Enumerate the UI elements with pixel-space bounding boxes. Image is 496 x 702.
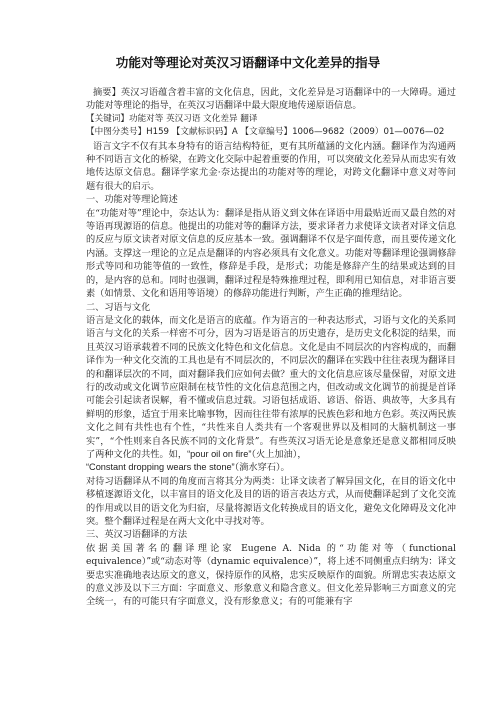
section2-paragraph-2: 对待习语翻译从不同的角度而言将其分为两类：让译文读者了解异国文化，在目的语文化中移植逐源语文化，以丰富目的语文化及目的语的语言表达方式，从而使翻译起到了文化交流的作用或以目的语文化为归宿，尽量将源语文化转换成目的语文化，避免文化障碍及文化冲突。整个翻译过程是在两大文化中寻找对等。: [86, 475, 456, 527]
example1-english: “pour oil on fire”: [187, 448, 252, 459]
example1-chinese: （火上加油），: [251, 448, 307, 460]
abstract: 摘要】英汉习语蕴含着丰富的文化信息，因此，文化差异是习语翻译中的一大障碍。通过功能对等理论的指导，在英汉习语翻译中最大限度地传递原语信息。: [86, 87, 456, 112]
intro-paragraph: 语言文字不仅有其本身特有的语言结构特征，更有其所蕴涵的文化内涵。翻译作为沟通两种不同语言文化的桥梁，在跨文化交际中起着重要的作用，可以突破文化差异从而忠实有效地传达原文信息。翻译学家尤金·奈达提出的功能对等的理论，对跨文化翻译中意义对等问题有很大的启示。: [86, 140, 456, 192]
section2-paragraph: [86, 314, 456, 475]
article-body: [86, 86, 456, 609]
classification-info: 【中图分类号】H159 【文献标识码】A 【文章编号】1006—9682（2009）01—0076—02: [86, 127, 445, 138]
example2-chinese: （滴水穿石）。: [234, 462, 290, 474]
section2-text-a: 语言是文化的载体，而文化是语言的底蕴。作为语言的一种表达形式，习语与文化的关系同语言与文化的关系一样密不可分，因为习语是语言的历史遗存，是历史文化积淀的结果，而且英汉习语承载着不同的民族文化特色和文化信息。文化是由不同层次的内容构成的，而翻译作为一种文化交流的工具也是有不同层次的，不同层次的翻译在实践中往往表现为翻译目的和翻译层次的不同，面对翻译我们应如何去做？重大的文化信息应该尽量保留，对原文进行的改动或文化调节应限制在枝节性的文化信息范围之内，但改动或文化调节的前提是首译可能会引起读者误解，看不懂或信息过载。习语包括成语、谚语、俗语、典故等，大多具有鲜明的形象，适宜于用来比喻事物，因而往往带有浓厚的民族色彩和地方色彩。英汉两民族文化之间有共性也有个性，“共性来自人类共有一个客观世界以及相同的大脑机制这一事实”，“个性则来自各民族不同的文化背景”。有些英汉习语无论是意象还是意义都相同反映了两种文化的共性。如，: [86, 314, 456, 460]
page-title: 功能对等理论对英汉习语翻译中文化差异的指导: [115, 55, 381, 70]
section1-paragraph: 在“功能对等”理论中，奈达认为：翻译是指从语义到文体在译语中用最贴近而又最自然的对等语再现源语的信息。他提出的功能对等的翻译方法，要求译者力求使译文读者对译文信息的反应与原文读者对原文信息的反应基本一致。强调翻译不仅是字面传意，而且要传递文化内涵。支撑这一理论的立足点是翻译的内容必须具有文化意义。功能对等翻译理论强调修辞形式等同和功能等值的一致性，修辞是手段，是形式；功能是修辞产生的结果或达到的目的，是内容的总和。同时也强调，翻译过程是特殊推理过程，即利用已知信息，对非语言要素（如情景、文化和语用等语境）的修辞功能进行判断，产生正确的推理结论。: [86, 207, 456, 300]
section1-heading: 一、功能对等理论简述: [86, 194, 178, 206]
keywords: 【关键词】功能对等 英汉习语 文化差异 翻译: [86, 113, 258, 124]
section2-heading: 二、习语与文化: [86, 301, 151, 313]
example2-english: “Constant dropping wears the stone”: [86, 462, 235, 473]
section3-heading: 三、英汉习语翻译的方法: [86, 529, 188, 541]
section3-paragraph: 依据美国著名的翻译理论家 Eugene A. Nida 的“功能对等（functional equivalence）”或“动态对等（dynamic equivalence）”，将上述不同侧重点归纳为：译文要忠实准确地表达原文的意义，保持原作的风格，忠实反映原作的面貌。所谓忠实表达原文的意义涉及以下三方面：字面意义、形象意义和隐含意义。但文化差异影响三方面意义的完全统一，有的可能只有字面意义，没有形象意义；有的可能兼有字: [86, 542, 456, 608]
